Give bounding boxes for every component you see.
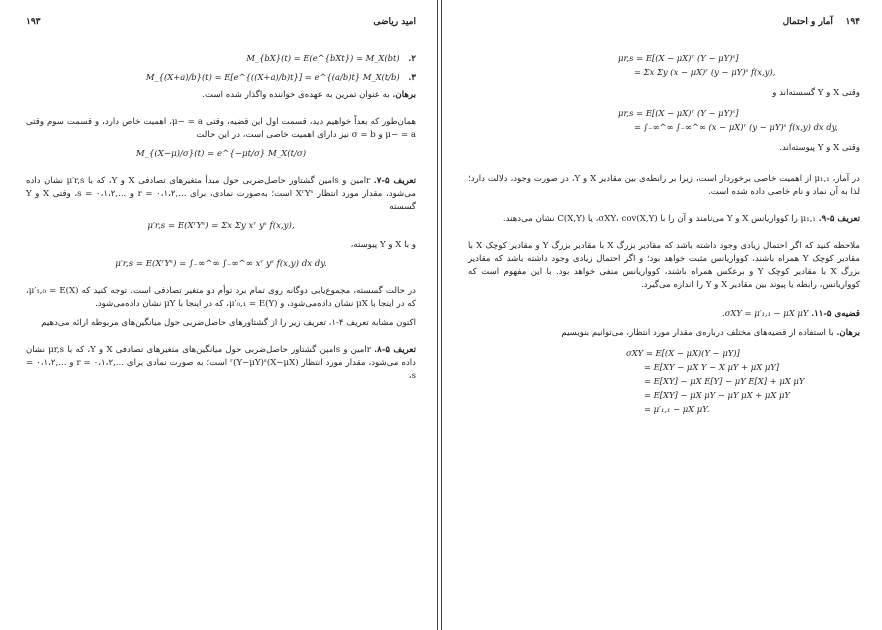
- paragraph: در حالت گسسته، مجموع‌یابی دوگانه روی تمام برد توأم دو متغیر تصادفی است. توجه کنید که μ′₁,₀ = E(X)، که در اینجا با μX نشان داده‌می‌شود، و μ′₀,₁ = E(Y)، که در اینجا با μY نشان داده‌می‌شود.: [26, 286, 417, 309]
- paragraph: ملاحظه کنید که اگر احتمال زیادی وجود داشته باشد که مقادیر بزرگ X با مقادیر بزرگ Y و مقادیر کوچک X با مقادیر کوچک Y همراه باشند، کوواریانس مثبت خواهد بود؛ و اگر احتمال زیادی وجود داشته باشد که مقادیر بزرگ X با مقادیر کوچک Y و برعکس همراه باشند، کوواریانس منفی خواهد بود. با این مفهوم است که کوواریانس، رابطه یا پیوند بین مقادیر X و Y را اندازه می‌گیرد.: [468, 241, 861, 290]
- item-formula: M_{bX}(t) = E(e^{bXt}) = M_X(bt): [246, 53, 400, 63]
- derivation-line: = E[XY] − μX μY − μY μX + μX μY: [644, 390, 790, 400]
- gutter-divider: [437, 0, 438, 630]
- derivation-line: = E[XY − μX Y − X μY + μX μY]: [644, 362, 780, 372]
- right-running-title: آمار و احتمال: [782, 17, 833, 27]
- item-number: ۳.: [408, 73, 416, 83]
- left-running-title: امید ریاضی: [373, 17, 416, 27]
- definition-5-9: [468, 213, 860, 226]
- equation-line: = Σx Σy (x − μX)ʳ (y − μY)ˢ f(x,y),: [634, 67, 776, 77]
- definition-lead: تعریف ۵-۹.: [818, 214, 860, 224]
- derivation-line: = E[XY] − μX E[Y] − μY E[X] + μX μY: [644, 376, 805, 386]
- equation-line: = ∫₋∞^∞ ∫₋∞^∞ (x − μX)ʳ (y − μY)ˢ f(x,y) dx dy,: [634, 122, 838, 132]
- item-formula: M_{(X+a)/b}(t) = E[e^{((X+a)/b)t}] = e^{(a/b)t} M_X(t/b): [145, 72, 400, 82]
- proof-text: به عنوان تمرین به عهده‌ی خواننده واگذار شده است.: [202, 90, 390, 100]
- paragraph: در آمار، μ₁,₁ از اهمیت خاصی برخوردار است، زیرا بر رابطه‌ی بین مقادیر X و Y، در صورت وجود، دلالت دارد؛ لذا به آن نماد و نام خاصی داده شده است.: [468, 174, 860, 197]
- proof-derivation: [468, 346, 860, 416]
- right-page-number: ۱۹۴: [845, 17, 860, 27]
- paragraph: همان‌طور که بعداً خواهیم دید، قسمت اول این قضیه، وقتی μ− = a، اهمیت خاص دارد، و قسمت سوم وقتی μ− = a و σ = b نیز دارای اهمیت خاصی است، در این حالت: [26, 117, 416, 140]
- right-page: [444, 0, 882, 630]
- proof-note: [26, 89, 416, 102]
- equation-continuous: μ′r,s = E(XʳYˢ) = ∫₋∞^∞ ∫₋∞^∞ xʳ yˢ f(x,y) dx dy.: [115, 259, 327, 269]
- definition-text: rامین و sامین گشتاور حاصل‌ضربی حول مبدأ متغیرهای تصادفی X و Y، که با μ′r,s نشان داده می‌شود، مقدار مورد انتظار XʳYˢ است؛ به‌صورت نمادی، برای ...,۰،۱،۲ = r و ...,۰،۱،۲ = s، وقتی X و Y گسسته: [26, 176, 416, 212]
- discrete-note: وقتی X و Y گسسته‌اند و: [772, 88, 860, 98]
- numbered-item-3: [26, 70, 416, 85]
- gutter-divider: [441, 0, 442, 630]
- equation-discrete: μ′r,s = E(XʳYˢ) = Σx Σy xʳ yˢ f(x,y),: [147, 221, 295, 231]
- definition-text: μ₁,₁ را کوواریانس X و Y می‌نامند و آن را با σXY، cov(X,Y)، یا C(X,Y) نشان می‌دهند.: [502, 214, 816, 224]
- definition-5-7: [26, 175, 416, 214]
- left-running-head: [26, 16, 416, 29]
- item-number: ۲.: [408, 54, 416, 64]
- numbered-item-2: [26, 51, 416, 66]
- definition-lead: تعریف ۵-۷.: [373, 176, 416, 186]
- proof-lead: برهان.: [392, 90, 416, 100]
- derivation-line: σXY = E[(X − μX)(Y − μY)]: [626, 348, 740, 358]
- paragraph: اکنون مشابه تعریف ۴-۱، تعریف زیر را از گشتاورهای حاصل‌ضربی حول میانگین‌های مربوطه ارائه می‌دهیم: [41, 318, 416, 328]
- right-running-label: [783, 16, 860, 29]
- equation-block-discrete: [468, 51, 860, 79]
- proof-lead: برهان.: [836, 328, 860, 338]
- definition-text: rامین و sامین گشتاور حاصل‌ضربی حول میانگین‌های متغیرهای تصادفی X و Y، که با μr,s نشان داده می‌شود، مقدار مورد انتظار (X−μX)ʳ(Y−μY)ˢ است؛ به صورت نمادی برای ...,۰،۱،۲ = r و ...,۰،۱،۲ = s،: [26, 345, 416, 381]
- proof: [468, 327, 860, 340]
- equation: M_{(X−μ)/σ}(t) = e^{−μt/σ} M_X(t/σ): [135, 149, 307, 159]
- continuous-note: و با X و Y پیوسته،: [350, 240, 416, 250]
- continuous-note: وقتی X و Y پیوسته‌اند.: [779, 143, 860, 153]
- theorem-formula: σXY = μ′₁,₁ − μX μY.: [722, 308, 809, 318]
- right-running-head: [468, 16, 860, 29]
- derivation-line: = μ′₁,₁ − μX μY.: [644, 404, 710, 414]
- definition-5-8: [26, 344, 416, 383]
- theorem-5-11: [468, 306, 860, 321]
- theorem-lead: قضیه‌ی ۵-۱۱.: [811, 309, 860, 319]
- left-page: [0, 0, 436, 630]
- equation-block-continuous: [468, 106, 860, 134]
- equation-line: μr,s = E[(X − μX)ʳ (Y − μY)ˢ]: [618, 108, 739, 118]
- proof-text: با استفاده از قضیه‌های مختلف درباره‌ی مقدار مورد انتظار، می‌توانیم بنویسیم: [561, 328, 834, 338]
- left-page-number: ۱۹۳: [26, 17, 41, 27]
- equation-line: μr,s = E[(X − μX)ʳ (Y − μY)ˢ]: [618, 53, 739, 63]
- definition-lead: تعریف ۵-۸.: [374, 345, 416, 355]
